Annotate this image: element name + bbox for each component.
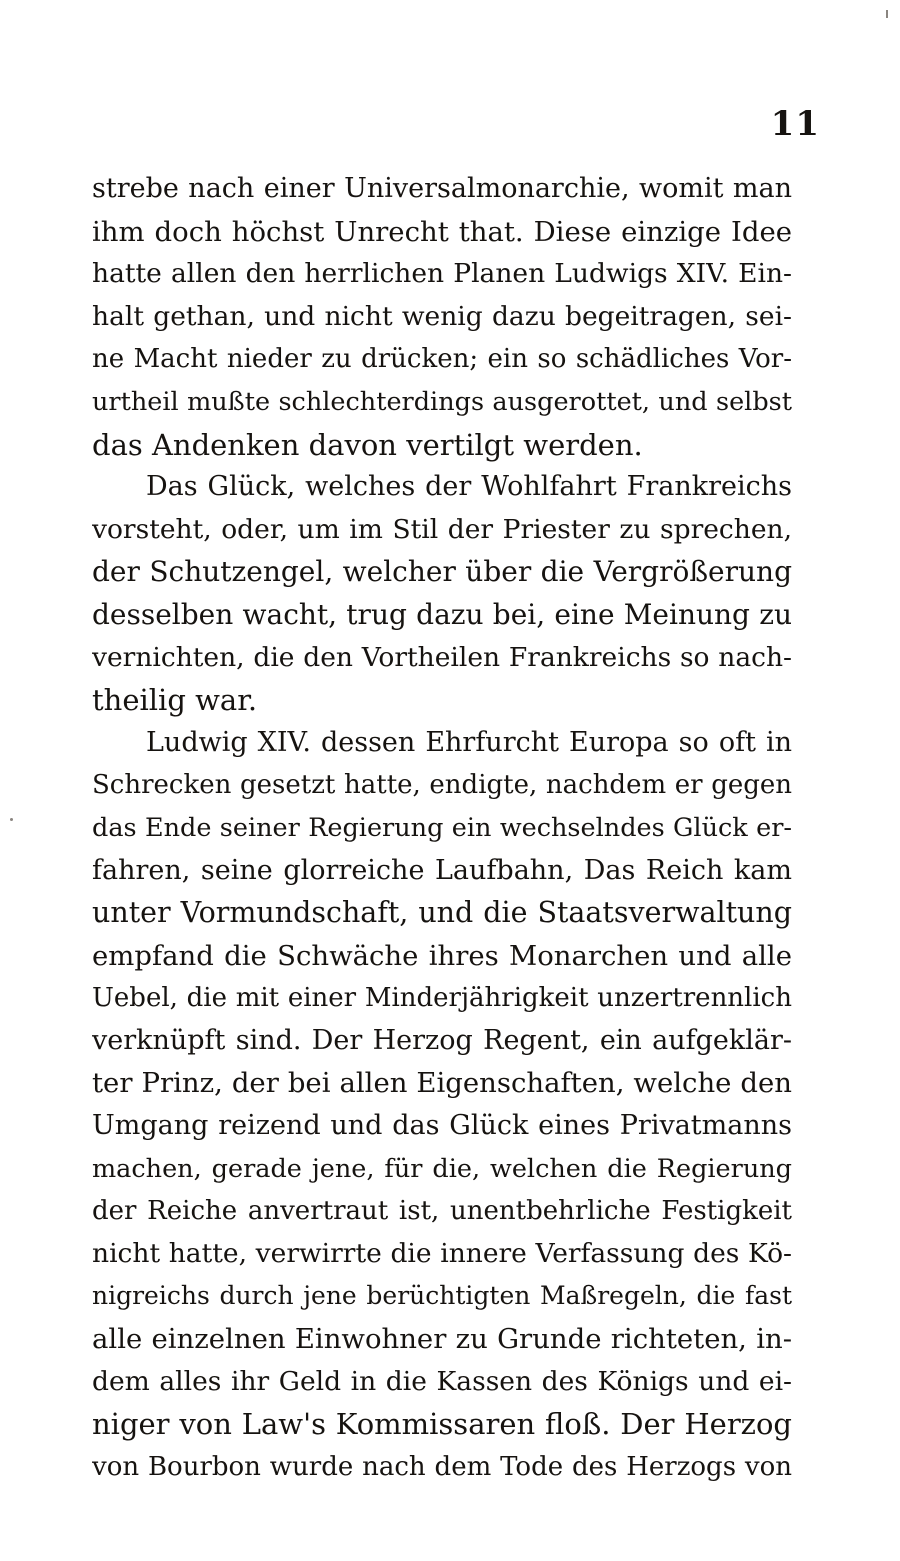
text-line: unter Vormundschaft, und die Staatsverwaltung: [92, 896, 792, 930]
text-line: desselben wacht, trug dazu bei, eine Meinung zu: [92, 597, 792, 631]
text-line: Schrecken gesetzt hatte, endigte, nachdem er gegen: [92, 770, 792, 801]
text-line: verknüpft sind. Der Herzog Regent, ein aufgeklär-: [92, 1024, 792, 1056]
text-line: nigreichs durch jene berüchtigten Maßregeln, die fast: [92, 1281, 792, 1311]
text-line: niger von Law's Kommissaren floß. Der Herzog: [92, 1407, 792, 1442]
text-line: ter Prinz, der bei allen Eigenschaften, welche den: [92, 1067, 792, 1100]
text-line: halt gethan, und nicht wenig dazu begeitragen, sei-: [92, 300, 792, 332]
text-line: das Ende seiner Regierung ein wechselndes Glück er-: [92, 812, 792, 843]
text-line: der Reiche anvertraut ist, unentbehrliche Festigkeit: [92, 1196, 792, 1227]
text-line: ne Macht nieder zu drücken; ein so schädliches Vor-: [92, 344, 792, 375]
text-line: vernichten, die den Vortheilen Frankreichs so nach-: [92, 641, 792, 673]
text-line: vorsteht, oder, um im Stil der Priester zu sprechen,: [92, 513, 792, 545]
text-line: urtheil mußte schlechterdings ausgerottet, und selbst: [92, 386, 792, 417]
page-number: 11: [770, 104, 820, 144]
text-line: Umgang reizend und das Glück eines Privatmanns: [92, 1110, 792, 1142]
text-line: alle einzelnen Einwohner zu Grunde richteten, in-: [92, 1323, 792, 1356]
paragraph-start-line: Ludwig XIV. dessen Ehrfurcht Europa so oft in: [146, 726, 792, 758]
text-line: der Schutzengel, welcher über die Vergrößerung: [92, 555, 792, 589]
text-line: das Andenken davon vertilgt werden.: [92, 427, 643, 462]
body-text: [92, 168, 792, 1488]
text-line: theilig war.: [92, 683, 258, 718]
text-line: Uebel, die mit einer Minderjährigkeit unzertrennlich: [92, 983, 792, 1014]
text-line: von Bourbon wurde nach dem Tode des Herzogs von: [92, 1451, 792, 1482]
text-line: machen, gerade jene, für die, welchen die Regierung: [92, 1153, 792, 1184]
scan-artifact-mark: [886, 10, 888, 18]
paragraph-start-line: Das Glück, welches der Wohlfahrt Frankreichs: [146, 471, 792, 503]
text-line: hatte allen den herrlichen Planen Ludwigs XIV. Ein-: [92, 258, 792, 290]
text-line: empfand die Schwäche ihres Monarchen und alle: [92, 939, 792, 972]
text-line: dem alles ihr Geld in die Kassen des Königs und ei-: [92, 1365, 792, 1397]
text-line: fahren, seine glorreiche Laufbahn, Das Reich kam: [92, 854, 792, 886]
text-line: nicht hatte, verwirrte die innere Verfassung des Kö-: [92, 1237, 792, 1269]
scan-artifact-dot: [10, 818, 13, 821]
text-line: ihm doch höchst Unrecht that. Diese einzige Idee: [92, 215, 792, 248]
text-line: strebe nach einer Universalmonarchie, womit man: [92, 173, 792, 204]
